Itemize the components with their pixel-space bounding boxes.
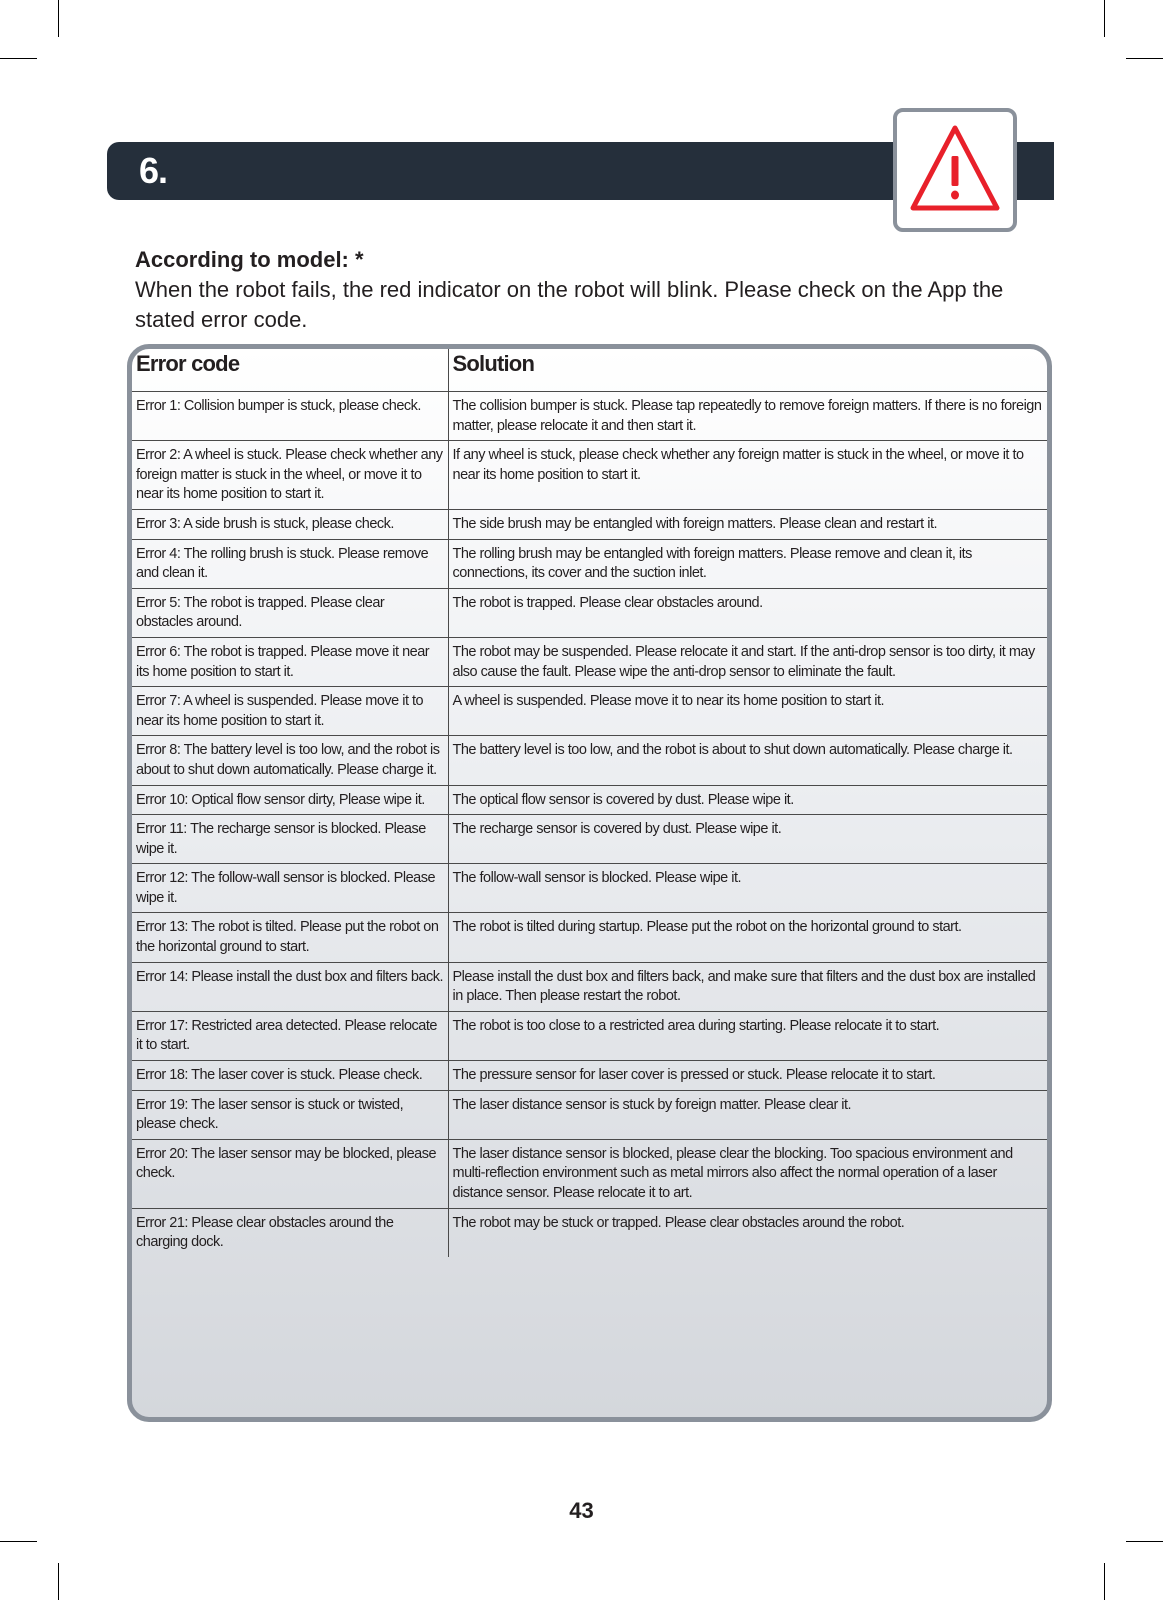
crop-mark [0,58,37,59]
solution-cell: The laser distance sensor is stuck by foreign matter. Please clear it. [448,1090,1047,1139]
table-row [132,687,1047,736]
table-row [132,1061,1047,1091]
error-code-cell: Error 6: The robot is trapped. Please move it near its home position to start it. [132,637,448,686]
crop-mark [1126,58,1163,59]
crop-mark [1104,1563,1105,1600]
table-row [132,1011,1047,1060]
crop-mark [1104,0,1105,37]
error-code-cell: Error 14: Please install the dust box and filters back. [132,962,448,1011]
header-error-code: Error code [132,349,448,392]
solution-cell: The side brush may be entangled with foreign matters. Please clean and restart it. [448,509,1047,539]
intro-section [135,245,1065,335]
error-code-cell: Error 21: Please clear obstacles around the charging dock. [132,1208,448,1257]
table-row [132,539,1047,588]
error-code-cell: Error 10: Optical flow sensor dirty, Please wipe it. [132,785,448,815]
solution-cell: The pressure sensor for laser cover is pressed or stuck. Please relocate it to start. [448,1061,1047,1091]
solution-cell: The collision bumper is stuck. Please tap repeatedly to remove foreign matters. If there is no foreign matter, please relocate it and then start it. [448,392,1047,441]
solution-cell: The laser distance sensor is blocked, please clear the blocking. Too spacious environment and multi-reflection environment such as metal mirrors also affect the normal operation of a laser distance sensor. Please relocate it to art. [448,1139,1047,1208]
table-row [132,588,1047,637]
intro-title: According to model: * [135,247,364,272]
table-row [132,815,1047,864]
table-row [132,864,1047,913]
error-code-cell: Error 3: A side brush is stuck, please check. [132,509,448,539]
solution-cell: The robot is tilted during startup. Please put the robot on the horizontal ground to start. [448,913,1047,962]
table-row [132,1208,1047,1257]
crop-mark [0,1541,37,1542]
table-header-row [132,349,1047,392]
warning-triangle-icon [905,120,1005,220]
solution-cell: If any wheel is stuck, please check whether any foreign matter is stuck in the wheel, or move it to near its home position to start it. [448,441,1047,510]
solution-cell: The follow-wall sensor is blocked. Please wipe it. [448,864,1047,913]
section-number: 6. [139,150,168,191]
error-code-cell: Error 2: A wheel is stuck. Please check whether any foreign matter is stuck in the wheel, or move it to near its home position to start it. [132,441,448,510]
error-code-cell: Error 4: The rolling brush is stuck. Please remove and clean it. [132,539,448,588]
table-row [132,1139,1047,1208]
intro-text: When the robot fails, the red indicator on the robot will blink. Please check on the App the stated error code. [135,277,1004,332]
page-number: 43 [569,1498,594,1523]
header-solution: Solution [448,349,1047,392]
crop-mark [1126,1541,1163,1542]
crop-mark [58,1563,59,1600]
solution-cell: The recharge sensor is covered by dust. Please wipe it. [448,815,1047,864]
error-code-cell: Error 20: The laser sensor may be blocked, please check. [132,1139,448,1208]
error-code-cell: Error 5: The robot is trapped. Please clear obstacles around. [132,588,448,637]
solution-cell: The robot may be suspended. Please relocate it and start. If the anti-drop sensor is too dirty, it may also cause the fault. Please wipe the anti-drop sensor to eliminate the fault. [448,637,1047,686]
solution-cell: The optical flow sensor is covered by dust. Please wipe it. [448,785,1047,815]
error-code-cell: Error 18: The laser cover is stuck. Please check. [132,1061,448,1091]
error-code-cell: Error 7: A wheel is suspended. Please move it to near its home position to start it. [132,687,448,736]
table-row [132,1090,1047,1139]
table-row [132,962,1047,1011]
error-code-cell: Error 11: The recharge sensor is blocked. Please wipe it. [132,815,448,864]
table-row [132,637,1047,686]
table-row [132,913,1047,962]
table-row [132,736,1047,785]
crop-mark [58,0,59,37]
table-row [132,441,1047,510]
solution-cell: The battery level is too low, and the robot is about to shut down automatically. Please charge it. [448,736,1047,785]
error-code-cell: Error 8: The battery level is too low, and the robot is about to shut down automatically. Please charge it. [132,736,448,785]
solution-cell: The rolling brush may be entangled with foreign matters. Please remove and clean it, its connections, its cover and the suction inlet. [448,539,1047,588]
error-code-cell: Error 1: Collision bumper is stuck, please check. [132,392,448,441]
error-code-cell: Error 17: Restricted area detected. Please relocate it to start. [132,1011,448,1060]
error-code-cell: Error 19: The laser sensor is stuck or twisted, please check. [132,1090,448,1139]
warning-badge [893,108,1017,232]
solution-cell: The robot is too close to a restricted area during starting. Please relocate it to start. [448,1011,1047,1060]
error-code-cell: Error 12: The follow-wall sensor is blocked. Please wipe it. [132,864,448,913]
solution-cell: Please install the dust box and filters back, and make sure that filters and the dust box are installed in place. Then please restart the robot. [448,962,1047,1011]
table-row [132,785,1047,815]
table-row [132,392,1047,441]
error-code-cell: Error 13: The robot is tilted. Please put the robot on the horizontal ground to start. [132,913,448,962]
solution-cell: The robot may be stuck or trapped. Please clear obstacles around the robot. [448,1208,1047,1257]
solution-cell: The robot is trapped. Please clear obstacles around. [448,588,1047,637]
error-code-table [127,344,1052,1422]
solution-cell: A wheel is suspended. Please move it to near its home position to start it. [448,687,1047,736]
table-row [132,509,1047,539]
